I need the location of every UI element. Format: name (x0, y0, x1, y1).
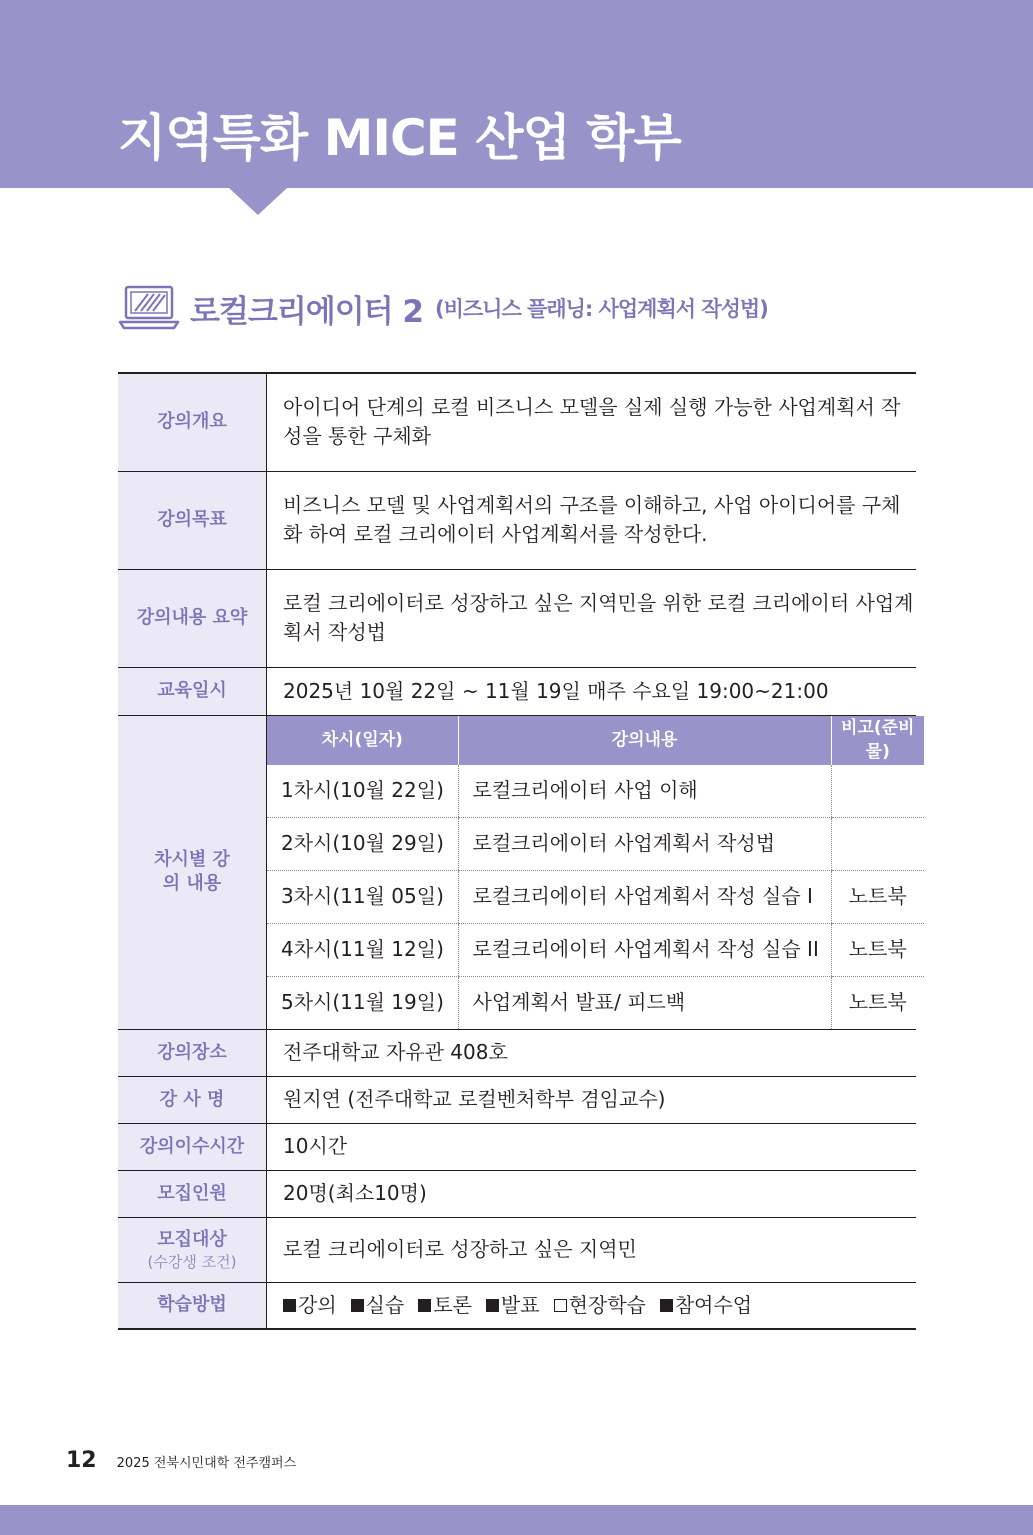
goal-label: 강의목표 (118, 471, 267, 569)
checkbox-icon (418, 1299, 431, 1312)
checkbox-icon (486, 1299, 499, 1312)
overview-value: 아이디어 단계의 로컬 비즈니스 모델을 실제 실행 가능한 사업계획서 작성을 통한 구체화 (267, 373, 917, 471)
session-content: 사업계획서 발표/ 피드백 (458, 976, 831, 1029)
method-item-label: 참여수업 (674, 1293, 753, 1318)
method-item (418, 1291, 472, 1320)
location-value: 전주대학교 자유관 408호 (267, 1029, 917, 1076)
row-hours (118, 1123, 916, 1170)
page-number: 12 (66, 1448, 97, 1473)
method-item (554, 1291, 646, 1320)
row-sessions (118, 715, 916, 1029)
row-schedule (118, 667, 916, 715)
course-heading (118, 283, 768, 333)
session-row (267, 976, 924, 1029)
footer (66, 1448, 296, 1473)
session-content: 로컬크리에이터 사업 이해 (458, 765, 831, 818)
bottom-band (0, 1505, 1033, 1535)
sessions-header-row (267, 716, 924, 765)
footer-text: 2025 전북시민대학 전주캠퍼스 (116, 1456, 297, 1471)
checkbox-icon (283, 1299, 296, 1312)
method-label: 학습방법 (118, 1282, 267, 1329)
session-note: 노트북 (831, 923, 924, 976)
session-content: 로컬크리에이터 사업계획서 작성 실습 II (458, 923, 831, 976)
method-item (660, 1291, 752, 1320)
session-content: 로컬크리에이터 사업계획서 작성법 (458, 817, 831, 870)
course-info-table (118, 372, 916, 1330)
goal-value: 비즈니스 모델 및 사업계획서의 구조를 이해하고, 사업 아이디어를 구체화 하여 로컬 크리에이터 사업계획서를 작성한다. (267, 471, 917, 569)
row-target (118, 1217, 916, 1282)
instructor-value: 원지연 (전주대학교 로컬벤처학부 겸임교수) (267, 1076, 917, 1123)
session-row (267, 923, 924, 976)
method-item (351, 1291, 405, 1320)
summary-label: 강의내용 요약 (118, 569, 267, 667)
target-value: 로컬 크리에이터로 성장하고 싶은 지역민 (267, 1217, 917, 1282)
target-label-note: (수강생 조건) (147, 1252, 237, 1271)
schedule-label: 교육일시 (118, 667, 267, 715)
hours-value: 10시간 (267, 1123, 917, 1170)
row-instructor (118, 1076, 916, 1123)
checkbox-icon (351, 1299, 364, 1312)
location-label: 강의장소 (118, 1029, 267, 1076)
session-note: 노트북 (831, 976, 924, 1029)
instructor-label: 강 사 명 (118, 1076, 267, 1123)
session-date: 2차시(10월 29일) (267, 817, 458, 870)
method-item (486, 1291, 540, 1320)
checkbox-icon (660, 1299, 673, 1312)
sessions-table (267, 716, 924, 1029)
course-name: 로컬크리에이터 2 (190, 293, 423, 330)
summary-value: 로컬 크리에이터로 성장하고 싶은 지역민을 위한 로컬 크리에이터 사업계획서 작성법 (267, 569, 917, 667)
method-item-label: 현장학습 (568, 1293, 646, 1318)
session-date: 5차시(11월 19일) (281, 990, 444, 1015)
sessions-header-session: 차시(일자) (267, 716, 458, 765)
sessions-label (118, 715, 267, 1029)
session-note (831, 817, 924, 870)
row-capacity (118, 1170, 916, 1217)
session-row (267, 817, 924, 870)
header-arrow (229, 188, 287, 215)
laptop-icon (118, 284, 180, 332)
method-list (283, 1291, 914, 1320)
checkbox-empty-icon (554, 1299, 567, 1312)
course-subtitle: (비즈니스 플래닝: 사업계획서 작성법) (434, 297, 768, 321)
row-location (118, 1029, 916, 1076)
overview-label: 강의개요 (118, 373, 267, 471)
sessions-label-text: 차시별 강의 내용 (154, 848, 230, 895)
target-label (118, 1217, 267, 1282)
session-note: 노트북 (831, 870, 924, 923)
method-item-label: 실습 (365, 1293, 405, 1318)
target-label-text: 모집대상 (157, 1228, 227, 1250)
session-content: 로컬크리에이터 사업계획서 작성 실습 I (458, 870, 831, 923)
session-row (267, 870, 924, 923)
method-item-label: 토론 (433, 1293, 472, 1318)
session-date: 1차시(10월 22일) (267, 765, 458, 818)
hours-label: 강의이수시간 (118, 1123, 267, 1170)
sessions-header-content: 강의내용 (458, 716, 831, 765)
method-value (267, 1282, 917, 1329)
session-row (267, 765, 924, 818)
row-goal (118, 471, 916, 569)
row-summary (118, 569, 916, 667)
sessions-cell (267, 715, 917, 1029)
session-date: 3차시(11월 05일) (267, 870, 458, 923)
row-method (118, 1282, 916, 1329)
method-item (283, 1291, 337, 1320)
page-title: 지역특화 MICE 산업 학부 (118, 109, 681, 167)
schedule-value: 2025년 10월 22일 ~ 11월 19일 매주 수요일 19:00~21:00 (267, 667, 917, 715)
session-note (831, 765, 924, 818)
method-item-label: 발표 (500, 1293, 540, 1318)
row-overview (118, 373, 916, 471)
method-item-label: 강의 (298, 1293, 337, 1318)
capacity-value: 20명(최소10명) (267, 1170, 917, 1217)
session-date: 4차시(11월 12일) (267, 923, 458, 976)
capacity-label: 모집인원 (118, 1170, 267, 1217)
sessions-header-note: 비고(준비물) (831, 716, 924, 765)
